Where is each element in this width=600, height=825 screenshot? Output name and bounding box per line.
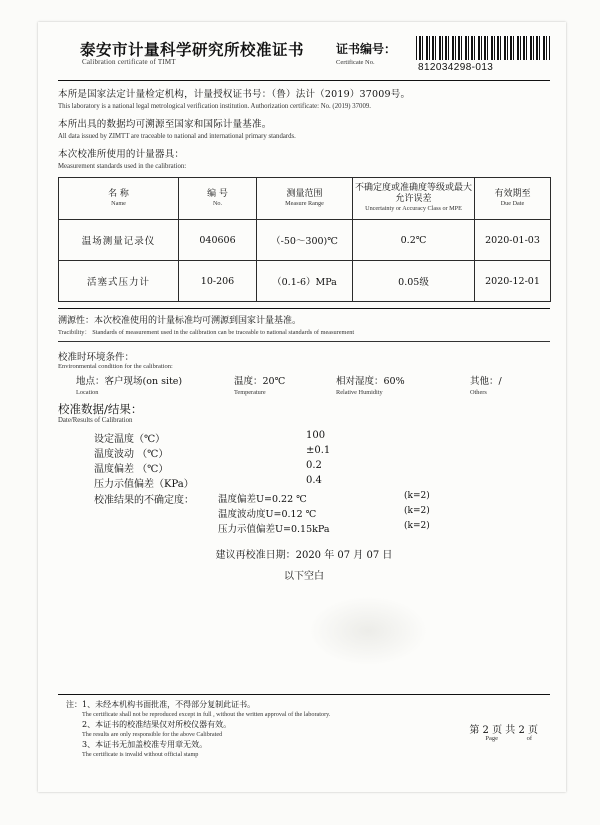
footer-note-2-cn: 2、本证书的校准结果仅对所校仪器有效。 — [82, 720, 232, 729]
calibration-title: 校准数据/结果： — [58, 402, 143, 416]
certificate-header — [58, 36, 550, 78]
row-due-date: 2020-12-01 — [475, 261, 551, 302]
footer-note-3-en: The certificate is invalid without official stamp — [82, 751, 199, 758]
uncertainty-line — [218, 491, 550, 506]
footer-content — [58, 699, 550, 761]
row-no: 040606 — [179, 220, 257, 261]
barcode-image — [416, 36, 550, 60]
footer-note-1-cn: 1、未经本机构书面批准，不得部分复制此证书。 — [82, 700, 256, 709]
certificate-body — [58, 36, 550, 778]
env-others-value: / — [498, 376, 502, 387]
table-col-range: 测量范围 Measure Range — [257, 178, 353, 220]
environment-values-row — [58, 373, 550, 397]
table-row — [59, 220, 551, 261]
uncertainty-line — [218, 521, 550, 536]
page-number: 第 2 页 共 2 页 — [469, 725, 538, 736]
row-no: 10-206 — [179, 261, 257, 302]
env-location-value: 客户现场(on site) — [104, 376, 183, 387]
row-range: （0.1-6）MPa — [257, 261, 353, 302]
uncertainty-text: 压力示值偏差U=0.15kPa — [218, 524, 330, 535]
uncertainty-k: (k=2) — [404, 521, 430, 531]
uncertainty-k: (k=2) — [404, 491, 430, 501]
environment-title-en: Environmental condition for the calibration: — [58, 363, 173, 370]
certificate-footer — [58, 694, 550, 761]
statement-standards-used-cn: 本次校准所使用的计量器具： — [58, 149, 185, 160]
table-row — [59, 261, 551, 302]
header-divider — [58, 80, 550, 81]
uncertainty-text: 温度波动度U=0.12 ℃ — [218, 509, 317, 520]
cert-number-label: 证书编号： — [336, 42, 397, 56]
table-col-due-date: 有效期至 Due Date — [475, 178, 551, 220]
calibration-results-list — [58, 430, 550, 536]
statement-standards-used — [58, 148, 550, 172]
footer-notes-head: 注： — [66, 700, 82, 709]
uncertainty-block — [58, 491, 550, 536]
page-number-label-en: Page — [485, 735, 498, 742]
traceability-en: Tracibility： Standards of measurement used in the calibration can be traceable to national standards of measurement — [58, 329, 355, 336]
page-title: 泰安市计量科学研究所校准证书 — [80, 40, 305, 59]
row-name: 活塞式压力计 — [59, 261, 179, 302]
uncertainty-k: (k=2) — [404, 506, 430, 516]
env-temperature-en: Temperature — [234, 389, 266, 396]
uncertainty-line — [218, 506, 550, 521]
uncertainty-lines — [218, 491, 550, 536]
table-col-name: 名 称 Name — [59, 178, 179, 220]
result-row — [58, 445, 550, 460]
certificate-sheet — [38, 22, 566, 792]
env-temperature-value: 20℃ — [262, 376, 286, 387]
table-col-no: 编 号 No. — [179, 178, 257, 220]
next-calibration-date: 建议再校准日期：2020 年 07 月 07 日 — [215, 550, 393, 561]
statement-traceable-cn: 本所出具的数据均可溯源至国家和国际计量基准。 — [58, 119, 272, 130]
environment-title: 校准时环境条件： — [58, 352, 135, 363]
uncertainty-label: 校准结果的不确定度： — [94, 495, 194, 506]
result-value: 0.2 — [306, 460, 322, 471]
env-humidity-value: 60% — [383, 376, 405, 387]
statement-standards-used-en: Measurement standards used in the calibration: — [58, 163, 187, 170]
statement-authorization — [58, 88, 550, 112]
result-value: 0.4 — [306, 475, 322, 486]
result-row — [58, 460, 550, 475]
env-humidity-en: Relative Humidity — [336, 389, 383, 396]
row-uncertainty: 0.2℃ — [353, 220, 475, 261]
traceability-cn: 溯源性：本次校准使用的计量标准均可溯源到国家计量基准。 — [58, 316, 302, 326]
row-uncertainty: 0.05级 — [353, 261, 475, 302]
table-header-row — [59, 178, 551, 220]
footer-notes — [66, 699, 330, 759]
result-row — [58, 430, 550, 445]
row-range: （-50～300)℃ — [257, 220, 353, 261]
page-of-label-en: of — [526, 735, 532, 742]
statement-authorization-cn: 本所是国家法定计量检定机构，计量授权证书号：（鲁）法计（2019）37009号。 — [58, 89, 411, 100]
env-location: 地点：客户现场(on site) Location — [76, 376, 183, 396]
blank-below-note: 以下空白 — [284, 571, 324, 582]
standards-table — [58, 177, 551, 302]
env-others: 其他：/ Others — [470, 376, 502, 396]
cert-number-label-en: Certificate No. — [336, 59, 375, 66]
result-label: 温度偏差 （℃） — [94, 464, 169, 475]
env-temperature: 温度：20℃ Temperature — [234, 376, 286, 396]
row-due-date: 2020-01-03 — [475, 220, 551, 261]
result-label: 压力示值偏差（KPa） — [94, 479, 194, 490]
env-humidity: 相对湿度：60% Relative Humidity — [336, 376, 405, 396]
cert-number-value: 812034298-013 — [418, 62, 494, 73]
result-value: 100 — [306, 430, 326, 441]
statement-traceable — [58, 118, 550, 142]
statement-traceable-en: All data issued by ZIMTT are traceable to national and international primary standards. — [58, 133, 296, 140]
table-col-uncertainty: 不确定度或准确度等级或最大允许误差 Uncertainty or Accuracy Class or MPE — [353, 178, 475, 220]
result-label: 温度波动 （℃） — [94, 449, 169, 460]
result-label: 设定温度（℃） — [94, 434, 166, 445]
result-row — [58, 475, 550, 490]
env-location-en: Location — [76, 389, 99, 396]
footer-note-3-cn: 3、本证书无加盖校准专用章无效。 — [82, 740, 208, 749]
page-title-en: Calibration certificate of TIMT — [82, 58, 176, 66]
environment-block — [58, 349, 550, 397]
row-name: 温场测量记录仪 — [59, 220, 179, 261]
statement-authorization-en: This laboratory is a national legal metrological verification institution. Authorization certificate: No. (2019) 37009. — [58, 103, 371, 110]
result-value: ±0.1 — [306, 445, 331, 456]
footer-divider — [58, 694, 550, 695]
stamp-watermark — [308, 596, 428, 666]
footer-note-1-en: The certificate shall not be reproduced except in full , without the written approval of the laboratory. — [82, 711, 331, 718]
traceability-divider — [58, 341, 550, 342]
calibration-title-en: Date/Results of Calibration — [58, 417, 133, 424]
env-others-en: Others — [470, 389, 487, 396]
footer-note-2-en: The results are only responsible for the above Calibrated — [82, 731, 223, 738]
traceability-block — [58, 308, 550, 336]
uncertainty-text: 温度偏差U=0.22 ℃ — [218, 494, 307, 505]
